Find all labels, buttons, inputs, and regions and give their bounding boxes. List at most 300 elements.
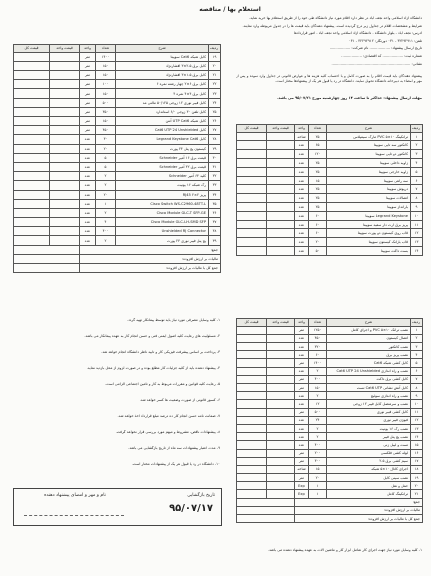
table-footer-row: [14, 245, 221, 254]
unit-price-cell[interactable]: [267, 482, 295, 490]
item-description: کابل برق ۱.۵×۳ افشارنژاد: [116, 71, 209, 80]
unit-price-cell[interactable]: [267, 359, 295, 367]
item-description: کلید ۶۴ آمپر Schneider: [116, 172, 209, 181]
item-quantity: ۱: [309, 482, 327, 490]
row-number: ۱: [411, 132, 423, 141]
item-quantity: ۴۰۰: [96, 227, 116, 236]
unit-price-cell[interactable]: [267, 441, 295, 449]
item-quantity: ۲۵: [309, 167, 327, 176]
total-price-cell[interactable]: [237, 220, 267, 229]
item-unit: عدد: [295, 220, 309, 229]
footer-value[interactable]: [237, 498, 295, 506]
item-description: اجرای کانال ۱۰×۵ شبکه: [327, 465, 411, 473]
total-price-cell[interactable]: [237, 326, 267, 334]
total-price-cell[interactable]: [237, 229, 267, 238]
item-description: پچ پنل فیبر نوری ۲۴ پورت: [116, 236, 209, 245]
unit-price-cell[interactable]: [50, 98, 80, 107]
table-footer-row: [14, 264, 221, 273]
item-description: نصب و راه اندازی Cat6 UTP 24 Unshielded: [327, 367, 411, 375]
unit-price-cell[interactable]: [50, 89, 80, 98]
item-unit: عدد: [295, 351, 309, 359]
item-description: تست و لیبل زنی: [327, 441, 411, 449]
table-row: [14, 61, 221, 70]
item-unit: متر: [295, 449, 309, 457]
item-description: Cisco Switch WS-C2960-48TT-L: [116, 199, 209, 208]
item-description: نصب رک ۱۶ یونیت: [327, 424, 411, 432]
row-number: ۱۲: [411, 416, 423, 424]
item-unit: عدد: [80, 144, 96, 153]
total-price-cell[interactable]: [237, 167, 267, 176]
unit-price-cell[interactable]: [267, 238, 295, 247]
column-header: واحد: [80, 45, 96, 53]
unit-price-cell[interactable]: [267, 176, 295, 185]
unit-price-cell[interactable]: [267, 474, 295, 482]
intro-line: دانشگاه آزاد اسلامی واحد نجف آباد در نظر دارد اقلام مورد نیاز دانشگاه طی خود را از طریق استعلام بها خرید نماید.: [249, 16, 422, 20]
table-row: [14, 227, 221, 236]
footer-value[interactable]: [14, 254, 80, 263]
total-price-cell[interactable]: [14, 172, 50, 181]
table-row: [237, 247, 423, 256]
item-unit: عدد: [80, 162, 96, 171]
unit-price-cell[interactable]: [267, 326, 295, 334]
item-description: کابل برق ۲.۵×۳ افشارنژاد: [116, 61, 209, 70]
unit-price-cell[interactable]: [50, 144, 80, 153]
row-number: ۴: [411, 351, 423, 359]
unit-price-cell[interactable]: [267, 203, 295, 212]
total-price-cell[interactable]: [237, 211, 267, 220]
intro-line: شرایط و مشخصات اقلام در جداول زیر درج گردیده است. پیشنهاد دهندگان باید قیمت ها را در جدول مربوطه وارد نمایند.: [242, 23, 422, 28]
intro-paragraph: پیشنهاد دهندگان باید قیمت اقلام را به صورت کامل و با احتساب کلیه هزینه ها و عوارض قانونی در جداول وارد نموده و پس از مهر و امضاء به دبیرخانه دانشگاه تحویل نمایند. دانشگاه در رد یا قبول هر یک از پیشنهادها مختار است.: [236, 74, 422, 83]
table-row: [14, 181, 221, 190]
table-row: [237, 176, 423, 185]
unit-price-cell[interactable]: [267, 457, 295, 465]
table-row: [14, 153, 221, 162]
table-footer-row: [14, 254, 221, 263]
table-row: [237, 159, 423, 168]
item-quantity: ۲۴: [309, 416, 327, 424]
table-row: [14, 208, 221, 217]
table-row: [237, 465, 423, 473]
total-price-cell[interactable]: [14, 199, 50, 208]
table-row: [237, 424, 423, 432]
total-price-cell[interactable]: [14, 208, 50, 217]
item-unit: متر: [80, 107, 96, 116]
table-row: [237, 408, 423, 416]
item-unit: عدد: [80, 218, 96, 227]
row-number: ۲۳: [209, 89, 221, 98]
row-number: ۳۵: [209, 199, 221, 208]
item-description: کابل کشی برق داکت: [327, 375, 411, 383]
unit-price-cell[interactable]: [50, 181, 80, 190]
row-number: ۱۶: [411, 449, 423, 457]
item-unit: متر: [80, 61, 96, 70]
total-price-cell[interactable]: [14, 71, 50, 80]
total-price-cell[interactable]: [237, 351, 267, 359]
total-price-cell[interactable]: [237, 141, 267, 150]
unit-price-cell[interactable]: [50, 126, 80, 135]
table-row: [237, 238, 423, 247]
note-line: ۱۰- دانشگاه در رد یا قبول هر یک از پیشنهادات مختار است.: [131, 462, 220, 466]
table-row: [237, 132, 423, 141]
item-description: قاب روی کیستون دو پورت سوپیتا: [327, 229, 411, 238]
table-row: [237, 167, 423, 176]
item-quantity: ۱۵۰: [96, 61, 116, 70]
unit-price-cell[interactable]: [267, 211, 295, 220]
row-number: ۳۴: [209, 190, 221, 199]
item-quantity: ۲: [309, 433, 327, 441]
item-quantity: ۲: [309, 424, 327, 432]
unit-price-cell[interactable]: [50, 236, 80, 245]
table-row: [14, 144, 221, 153]
total-price-cell[interactable]: [237, 441, 267, 449]
unit-price-cell[interactable]: [267, 351, 295, 359]
table-row: [14, 98, 221, 107]
unit-price-cell[interactable]: [267, 408, 295, 416]
item-description: نصب و راه اندازی سوئیچ: [327, 392, 411, 400]
footer-label: جمع کل با مالیات بر ارزش افزوده:: [295, 515, 423, 523]
column-header: تعداد: [309, 125, 327, 133]
unit-price-cell[interactable]: [267, 433, 295, 441]
unit-price-cell[interactable]: [267, 194, 295, 203]
unit-price-cell[interactable]: [50, 172, 80, 181]
item-quantity: ۶۰: [309, 229, 327, 238]
total-price-cell[interactable]: [14, 227, 50, 236]
row-number: ۲: [411, 334, 423, 342]
unit-price-cell[interactable]: [267, 132, 295, 141]
item-description: Cisco Module GLC-T SFP-GE: [116, 208, 209, 217]
item-description: حمل و نقل: [327, 482, 411, 490]
item-quantity: ۵: [96, 162, 116, 171]
table-row: [237, 194, 423, 203]
item-quantity: ۴۰۰: [309, 375, 327, 383]
note-line: ۶- کسور قانونی از صورت وضعیت ها کسر خواهد شد.: [139, 398, 220, 402]
footer-label: جمع کل با مالیات بر ارزش افزوده:: [80, 264, 221, 273]
item-description: درپوش سوپیتا: [327, 185, 411, 194]
unit-price-cell[interactable]: [50, 199, 80, 208]
item-description: کابل تلفن ۳۰ زوجی ۶/۰ استاندارد: [116, 107, 209, 116]
footer-value[interactable]: [14, 245, 80, 254]
table-row: [237, 375, 423, 383]
footer-value[interactable]: [14, 264, 80, 273]
column-header: شرح: [327, 319, 411, 327]
total-price-cell[interactable]: [237, 238, 267, 247]
item-description: کابل برق ۶×۲ چهار رشته نمره ۶: [116, 80, 209, 89]
item-unit: متر: [295, 474, 309, 482]
item-quantity: ۱۴۰۰: [96, 52, 116, 61]
item-quantity: ۲: [309, 367, 327, 375]
item-quantity: ۲۰: [96, 144, 116, 153]
item-quantity: ۲: [96, 208, 116, 217]
row-number: ۲۰: [411, 482, 423, 490]
footer-value[interactable]: [237, 506, 295, 514]
item-description: لوله کشی فلکسی: [327, 449, 411, 457]
page-title: استعلام بها / مناقصه: [199, 6, 261, 13]
item-unit: عدد: [295, 247, 309, 256]
item-description: کابل کشی شبکه Cat6: [327, 359, 411, 367]
unit-price-cell[interactable]: [267, 465, 295, 473]
item-description: قیمت برق ۱۶ آمپر Schneider: [116, 153, 209, 162]
row-number: ۳: [411, 150, 423, 159]
item-unit: عدد: [80, 135, 96, 144]
total-price-cell[interactable]: [237, 367, 267, 375]
total-price-cell[interactable]: [14, 190, 50, 199]
total-price-cell[interactable]: [237, 359, 267, 367]
table-row: [237, 359, 423, 367]
item-unit: عدد: [295, 433, 309, 441]
unit-price-cell[interactable]: [50, 71, 80, 80]
item-unit: متر: [80, 98, 96, 107]
total-price-cell[interactable]: [237, 384, 267, 392]
item-quantity: ۵۰: [309, 247, 327, 256]
item-quantity: ۱: [309, 490, 327, 498]
total-price-cell[interactable]: [237, 334, 267, 342]
footer-label: جمع:: [295, 498, 423, 506]
row-number: ۱۴: [411, 247, 423, 256]
item-unit: عدد: [295, 159, 309, 168]
column-header: شرح: [327, 125, 411, 133]
table-row: [237, 449, 423, 457]
item-quantity: ۴۰۰: [309, 441, 327, 449]
row-number: ۴: [411, 159, 423, 168]
item-quantity: ۵۰۰: [96, 98, 116, 107]
item-description: پریز ۲×۲ RJ45: [116, 190, 209, 199]
total-price-cell[interactable]: [237, 433, 267, 441]
row-number: ۱۰: [411, 211, 423, 220]
item-quantity: ۱۲۵۰: [309, 326, 327, 334]
row-number: ۹: [411, 203, 423, 212]
total-price-cell[interactable]: [237, 416, 267, 424]
item-unit: متر: [80, 52, 96, 61]
row-number: ۳۶: [209, 208, 221, 217]
unit-price-cell[interactable]: [50, 61, 80, 70]
total-price-cell[interactable]: [14, 218, 50, 227]
item-unit: متر: [80, 89, 96, 98]
total-price-cell[interactable]: [14, 117, 50, 126]
table-row: [237, 334, 423, 342]
unit-price-cell[interactable]: [50, 153, 80, 162]
unit-price-cell[interactable]: [50, 107, 80, 116]
column-header: ردیف: [411, 319, 423, 327]
total-price-cell[interactable]: [237, 343, 267, 351]
total-price-cell[interactable]: [237, 482, 267, 490]
row-number: ۱۰: [411, 400, 423, 408]
unit-price-cell[interactable]: [267, 247, 295, 256]
item-quantity: ۲۵: [309, 159, 327, 168]
row-number: ۶: [411, 367, 423, 375]
table-row: [14, 172, 221, 181]
unit-price-cell[interactable]: [267, 220, 295, 229]
total-price-cell[interactable]: [237, 465, 267, 473]
total-price-cell[interactable]: [14, 135, 50, 144]
item-unit: متر: [295, 457, 309, 465]
intro-line: آدرس: نجف آباد - بلوار دانشگاه - دانشگاه آزاد اسلامی واحد نجف آباد - امور قراردادها: [293, 31, 422, 36]
total-price-cell[interactable]: [237, 203, 267, 212]
total-price-cell[interactable]: [14, 52, 50, 61]
table-footer-row: [237, 506, 423, 514]
table-footer-row: [237, 498, 423, 506]
table-row: [237, 490, 423, 498]
unit-price-cell[interactable]: [267, 400, 295, 408]
table-row: [237, 343, 423, 351]
column-header: قیمت واحد: [50, 45, 80, 53]
total-price-cell[interactable]: [14, 153, 50, 162]
unit-price-cell[interactable]: [50, 80, 80, 89]
unit-price-cell[interactable]: [267, 367, 295, 375]
unit-price-cell[interactable]: [267, 375, 295, 383]
note-line: ۱- کلیه وسایل مصرفی مورد نیاز باید توسط پیمانکار تهیه گردد.: [127, 318, 220, 322]
total-price-cell[interactable]: [237, 408, 267, 416]
row-number: ۱۹: [411, 474, 423, 482]
total-price-cell[interactable]: [237, 247, 267, 256]
row-number: ۱۸: [411, 465, 423, 473]
table-row: [237, 185, 423, 194]
column-header: قیمت کل: [14, 45, 50, 53]
item-unit: عدد: [80, 181, 96, 190]
item-quantity: ۱: [96, 199, 116, 208]
row-number: ۳۱: [209, 162, 221, 171]
unit-price-cell[interactable]: [267, 167, 295, 176]
total-price-cell[interactable]: [237, 457, 267, 465]
footer-value[interactable]: [237, 515, 295, 523]
total-price-cell[interactable]: [237, 375, 267, 383]
item-quantity: ۱۵۰: [96, 117, 116, 126]
item-quantity: ۲۰۰: [309, 449, 327, 457]
total-price-cell[interactable]: [14, 126, 50, 135]
item-unit: متر: [80, 80, 96, 89]
total-price-cell[interactable]: [14, 107, 50, 116]
item-description: پریز برق ارت دار سفید سوپیتا: [327, 220, 411, 229]
item-quantity: ۱۵۰: [96, 89, 116, 98]
table-items-left: [13, 44, 221, 273]
unit-price-cell[interactable]: [267, 384, 295, 392]
row-number: ۲۵: [209, 107, 221, 116]
row-number: ۱۳: [411, 424, 423, 432]
unit-price-cell[interactable]: [267, 185, 295, 194]
row-number: ۲۷: [209, 126, 221, 135]
unit-price-cell[interactable]: [267, 424, 295, 432]
item-description: ترانکینگ ۱۰×۵ PVC مارک سیمپلاس: [327, 132, 411, 141]
total-price-cell[interactable]: [237, 449, 267, 457]
row-number: ۲۰: [209, 61, 221, 70]
row-number: ۱۴: [411, 433, 423, 441]
total-price-cell[interactable]: [14, 144, 50, 153]
unit-price-cell[interactable]: [50, 227, 80, 236]
total-price-cell[interactable]: [237, 159, 267, 168]
total-price-cell[interactable]: [14, 236, 50, 245]
table-row: [14, 126, 221, 135]
total-price-cell[interactable]: [237, 400, 267, 408]
footer-label: مالیات بر ارزش افزوده:: [295, 506, 423, 514]
total-price-cell[interactable]: [237, 132, 267, 141]
item-quantity: ۳۲۰: [309, 343, 327, 351]
total-price-cell[interactable]: [237, 424, 267, 432]
item-unit: عدد: [295, 334, 309, 342]
unit-price-cell[interactable]: [50, 162, 80, 171]
item-quantity: ۱۰۰: [96, 80, 116, 89]
item-unit: Exp: [295, 482, 309, 490]
unit-price-cell[interactable]: [267, 159, 295, 168]
column-header: تعداد: [96, 45, 116, 53]
column-header: قیمت واحد: [267, 125, 295, 133]
item-description: کانکتور سه تایی سوپیتا: [327, 141, 411, 150]
total-price-cell[interactable]: [14, 181, 50, 190]
unit-price-cell[interactable]: [267, 490, 295, 498]
unit-price-cell[interactable]: [50, 117, 80, 126]
column-header: ردیف: [209, 45, 221, 53]
unit-price-cell[interactable]: [267, 141, 295, 150]
item-quantity: ۲: [309, 392, 327, 400]
total-price-cell[interactable]: [237, 194, 267, 203]
item-description: سه راهی سوپیتا: [327, 176, 411, 185]
item-description: کابل شبکه Cat6 سوپیتا: [116, 52, 209, 61]
total-price-cell[interactable]: [14, 98, 50, 107]
deadline-text: مهلت ارسال پیشنهاد: حداکثر تا ساعت ۱۴ روز چهارشنبه مورخ ۹۵/۰۷/۲۱ می باشد.: [277, 96, 422, 100]
unit-price-cell[interactable]: [50, 190, 80, 199]
unit-price-cell[interactable]: [267, 343, 295, 351]
table-services-right: [236, 318, 423, 523]
unit-price-cell[interactable]: [267, 449, 295, 457]
column-header: قیمت واحد: [267, 319, 295, 327]
unit-price-cell[interactable]: [267, 229, 295, 238]
table-row: [14, 117, 221, 126]
table-row: [237, 392, 423, 400]
item-quantity: ۶۰: [309, 211, 327, 220]
unit-price-cell[interactable]: [267, 334, 295, 342]
unit-price-cell[interactable]: [50, 208, 80, 217]
row-number: ۱۳: [411, 238, 423, 247]
row-number: ۱۵: [411, 441, 423, 449]
column-header: تعداد: [309, 319, 327, 327]
unit-price-cell[interactable]: [267, 392, 295, 400]
note-line: ۲- مسئولیت های رعایت کلیه اصول ایمنی فنی و حسن انجام کار به عهده پیمانکار می باشد.: [84, 334, 220, 338]
total-price-cell[interactable]: [14, 89, 50, 98]
table-row: [237, 150, 423, 159]
item-quantity: ۲۵: [309, 203, 327, 212]
item-quantity: ۳۰۰: [309, 457, 327, 465]
signature-label: نام و مهر و امضای پیشنهاد دهنده: [44, 493, 106, 498]
total-price-cell[interactable]: [14, 80, 50, 89]
table-row: [237, 384, 423, 392]
intro-line: تلفن: ۴۲۲۹۲۹۱۱ - ۰۳۱ دورنگار: ۴۲۲۹۲۹۱۲ - ۰۳۱: [348, 38, 422, 43]
total-price-cell[interactable]: [14, 61, 50, 70]
row-number: ۲۲: [209, 80, 221, 89]
item-quantity: ۱۴۰۰: [309, 359, 327, 367]
signature-line: [24, 515, 124, 516]
unit-price-cell[interactable]: [267, 150, 295, 159]
total-price-cell[interactable]: [237, 392, 267, 400]
total-price-cell[interactable]: [237, 176, 267, 185]
total-price-cell[interactable]: [237, 490, 267, 498]
table-row: [14, 80, 221, 89]
unit-price-cell[interactable]: [50, 52, 80, 61]
unit-price-cell[interactable]: [50, 135, 80, 144]
total-price-cell[interactable]: [237, 185, 267, 194]
total-price-cell[interactable]: [237, 150, 267, 159]
unit-price-cell[interactable]: [267, 416, 295, 424]
row-number: ۵: [411, 359, 423, 367]
total-price-cell[interactable]: [14, 162, 50, 171]
item-description: نصب کانکتور: [327, 343, 411, 351]
table-row: [14, 199, 221, 208]
item-unit: متر: [295, 375, 309, 383]
table-row: [14, 89, 221, 98]
item-description: Cisco Module GLC-LH-SMD SFP: [116, 218, 209, 227]
total-price-cell[interactable]: [237, 474, 267, 482]
item-description: نصب و سرمتصل کابل فیبر ۱۲ زوجی: [327, 400, 411, 408]
unit-price-cell[interactable]: [50, 218, 80, 227]
item-unit: عدد: [80, 227, 96, 236]
item-unit: عدد: [295, 203, 309, 212]
